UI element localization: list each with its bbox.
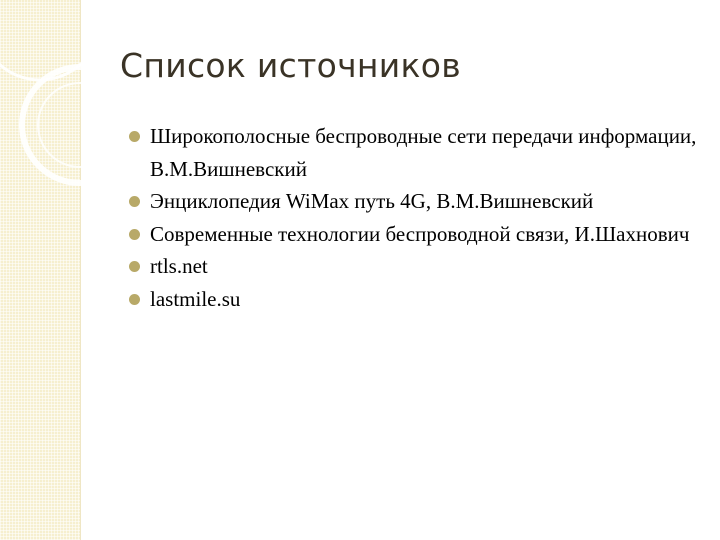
list-item-text: Широкополосные беспроводные сети передачи информации, В.М.Вишневский	[150, 124, 697, 181]
list-item	[129, 283, 699, 316]
list-item-text: Современные технологии беспроводной связи, И.Шахнович	[150, 221, 690, 246]
bullet-icon	[129, 261, 140, 272]
bullet-list	[129, 120, 699, 315]
list-item	[129, 120, 699, 185]
bullet-icon	[129, 294, 140, 305]
decorative-circles	[0, 0, 140, 200]
list-item	[129, 185, 699, 218]
list-item	[129, 218, 699, 251]
list-item	[129, 250, 699, 283]
slide-title: Список источников	[120, 46, 462, 85]
bullet-icon	[129, 229, 140, 240]
list-item-text: rtls.net	[150, 254, 208, 278]
list-item-text: lastmile.su	[150, 286, 241, 311]
bullet-icon	[129, 196, 140, 207]
list-item-text: Энциклопедия WiMax путь 4G, В.М.Вишневский	[150, 189, 594, 213]
bullet-icon	[129, 131, 140, 142]
decor-circle-inner	[38, 83, 122, 167]
